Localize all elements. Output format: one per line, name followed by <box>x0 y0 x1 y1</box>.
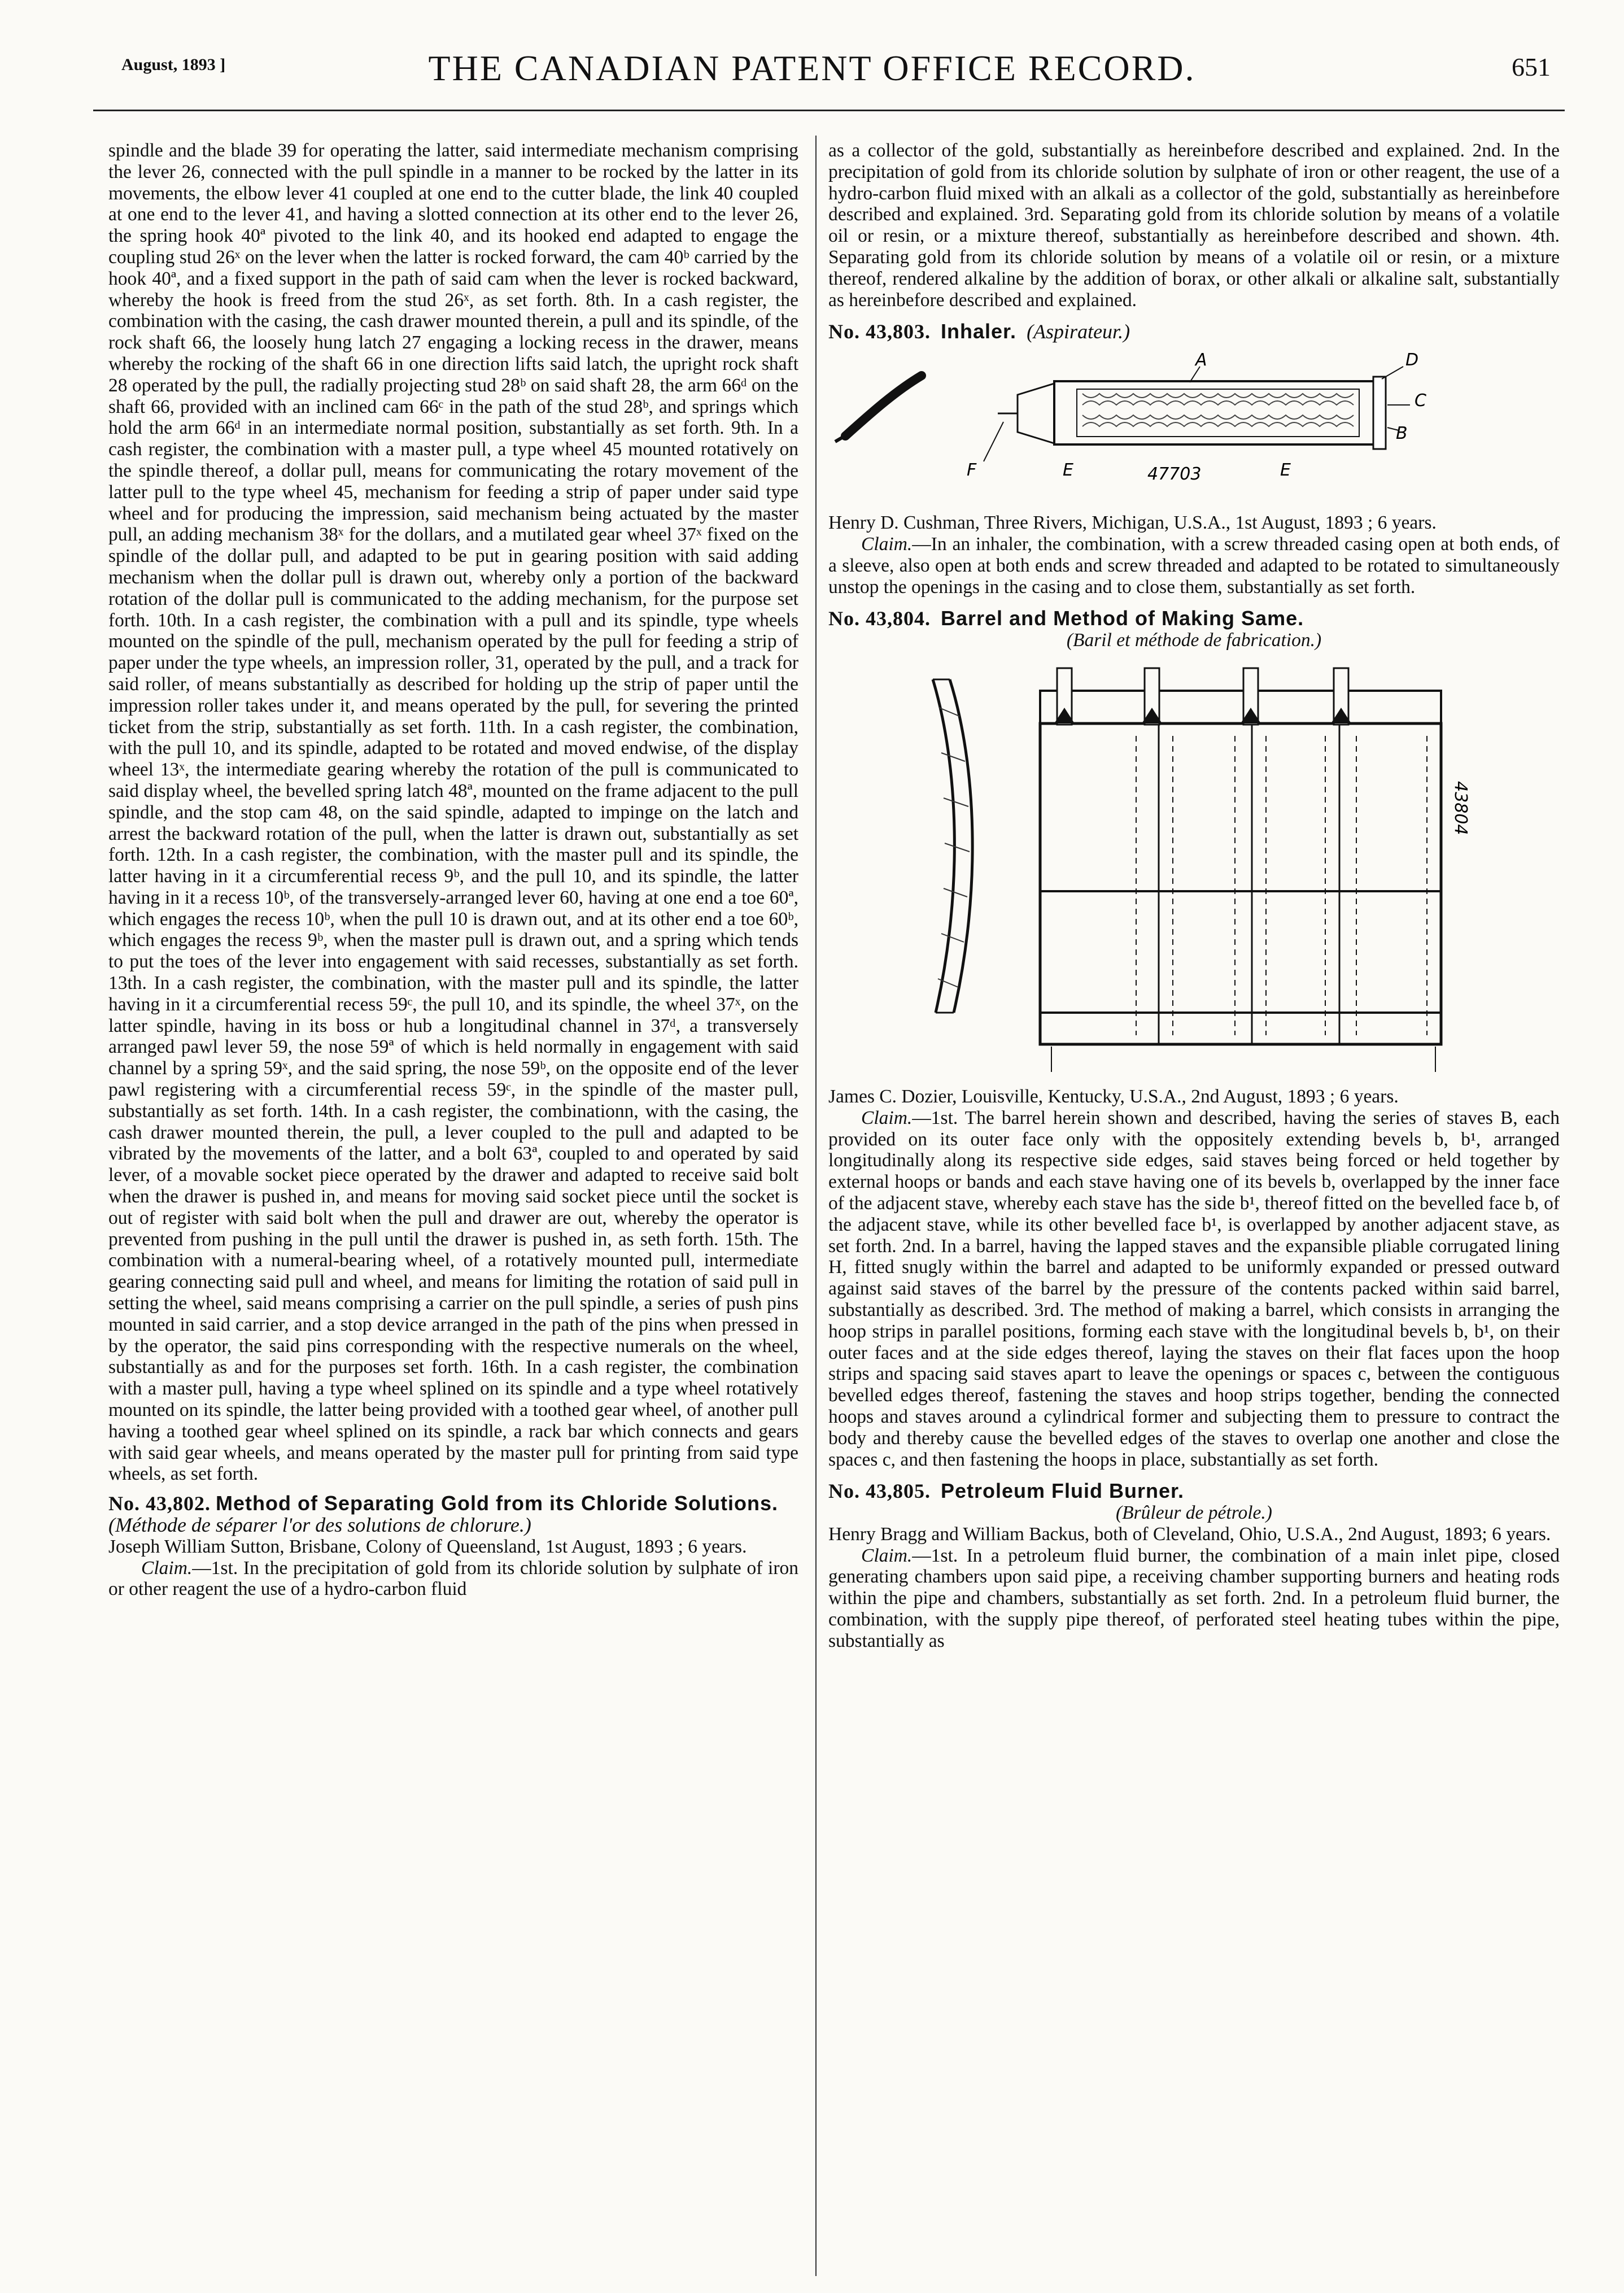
claim-text: —1st. In the precipitation of gold from its chloride solution by sulphate of iron or other reagent the use of a hydro-carbon fluid <box>108 1557 798 1600</box>
figure-label-b: B <box>1396 424 1408 444</box>
right-column <box>828 140 1560 1652</box>
barrel-figure-number: 43804 <box>1451 781 1470 835</box>
patent-number: No. 43,805. <box>828 1480 931 1503</box>
inhaler-figure <box>828 343 1560 512</box>
patent-43802-continued-text: as a collector of the gold, substantially as hereinbefore described and explained. 2nd. In the precipitation of gold from its chloride solution by sulphate of iron or other reagent, the use of a hydro-carbon fluid mixed with an alkali as a collector of the gold, substantially as hereinbefore described and explained. 3rd. Separating gold from its chloride solution by means of a volatile oil or resin, or a mixture thereof, substantially as hereinbefore described and shown. 4th. Separating gold from its chloride solution by means of a volatile oil or resin, or a mixture thereof, rendered alkaline by the addition of borax, or other alkali or alkaline salt, substantially as hereinbefore described and explained. <box>828 140 1560 311</box>
claim-label: Claim. <box>141 1557 193 1579</box>
patent-title: Method of Separating Gold from its Chloride Solutions. <box>216 1492 778 1515</box>
patent-inventor: Henry Bragg and William Backus, both of Cleveland, Ohio, U.S.A., 2nd August, 1893; 6 years. <box>828 1523 1551 1545</box>
journal-title: THE CANADIAN PATENT OFFICE RECORD. <box>428 48 1196 88</box>
barrel-figure <box>828 651 1560 1086</box>
patent-french-title: (Aspirateur.) <box>1027 320 1130 343</box>
figure-label-f: F <box>967 460 977 481</box>
barrel-drawing <box>828 651 1560 1086</box>
patent-french-title: (Brûleur de pétrole.) <box>1116 1502 1272 1524</box>
claim-label: Claim. <box>861 533 913 555</box>
patent-claim <box>108 1558 798 1601</box>
patent-title: Barrel and Method of Making Same. <box>941 607 1304 630</box>
patent-heading-43804 <box>828 608 1560 630</box>
header-rule <box>93 110 1565 111</box>
claim-label: Claim. <box>861 1545 913 1566</box>
figure-label-d: D <box>1405 350 1419 370</box>
patent-heading-43802 <box>108 1493 798 1536</box>
patent-french-title: (Baril et méthode de fabrication.) <box>1066 630 1322 651</box>
claim-text: —1st. The barrel herein shown and described, having the series of staves B, each provided on its outer face only with the oppositely extending bevels b, b¹, arranged longitudinally along its respective side edges, said staves being forced or held together by external hoops or bands and each stave having one of its bevels b, overlapped by the inner face of the adjacent stave, whereby each stave has the side b¹, thereof fitted on the bevelled face b, of the adjacent stave, while its other bevelled face b¹, is overlapped by another adjacent stave, as set forth. 2nd. In a barrel, having the lapped staves and the expansible pliable corrugated lining H, fitted snugly within the barrel and adapted to be uniformly expanded or pressed outward against said staves of the barrel by the pressure of the contents packed within said barrel, substantially as described. 3rd. The method of making a barrel, which consists in arranging the hoop strips in parallel positions, forming each stave with the longitudinal bevels b, b¹, on their outer faces and at the side edges thereof, laying the staves on their flat faces upon the hoop strips and spacing said staves apart to leave the openings or spaces c, between the contiguous bevelled edges thereof, fastening the staves and hoop strips together, bending the connected hoops and staves around a cylindrical former and subjecting them to pressure to contract the body and thereby cause the bevelled edges of the staves to overlap one another and close the spaces c, and then fastening the hoops in place, substantially as set forth. <box>828 1107 1560 1470</box>
patent-inventor: Henry D. Cushman, Three Rivers, Michigan, U.S.A., 1st August, 1893 ; 6 years. <box>828 512 1437 534</box>
patent-title: Petroleum Fluid Burner. <box>941 1479 1185 1503</box>
patent-number: No. 43,804. <box>828 607 931 630</box>
figure-label-c: C <box>1415 391 1426 411</box>
page-number: 651 <box>1512 53 1551 81</box>
claim-label: Claim. <box>861 1107 913 1128</box>
continued-claims-text: spindle and the blade 39 for operating the latter, said intermediate mechanism comprising the lever 26, connected with the pull spindle in a manner to be rocked by the latter in its movements, the elbow lever 41 coupled at one end to the cutter blade, the link 40 coupled at one end to the lever 41, and having a slotted connection at its other end to the lever 26, the spring hook 40ª pivoted to the link 40, and its hooked end adapted to engage the coupling stud 26ˣ on the lever when the latter is rocked forward, the cam 40ᵇ carried by the hook 40ª, and a fixed support in the path of said cam when the lever is rocked backward, whereby the hook is freed from the stud 26ˣ, as set forth. 8th. In a cash register, the combination with the casing, the cash drawer mounted therein, a pull and its spindle, of the rock shaft 66, the loosely hung latch 27 engaging a locking recess in the drawer, means whereby the rocking of the shaft 66 in one direction lifts said latch, the upright rock shaft 28 operated by the pull, the radially projecting stud 28ᵇ on said shaft 28, the arm 66ᵈ on the shaft 66, provided with an inclined cam 66ᶜ in the path of the stud 28ᵇ, and springs which hold the arm 66ᵈ in an intermediate normal position, substantially as set forth. 9th. In a cash register, the combination with a master pull, a type wheel 45 mounted rotatively on the spindle thereof, a dollar pull, means for communicating the rotary movement of the latter pull to the type wheel 45, mechanism for feeding a strip of paper under said type wheel and for producing the impression, said mechanism being actuated by the master pull, an adding mechanism 38ˣ for the dollars, and a mutilated gear wheel 37ˣ fixed on the spindle of the dollar pull, and adapted to be put in gearing position with said adding mechanism when the dollar pull is drawn out, whereby only a portion of the backward rotation of the dollar pull is communicated to the adding mechanism, for the purpose set forth. 10th. In a cash register, the combination with a pull and its spindle, type wheels mounted on the spindle of the pull, mechanism operated by the pull for feeding a strip of paper under the type wheels, an impression roller, 31, operated by the pull, and a track for said roller, of means substantially as described for holding up the strip of paper until the impression roller takes under it, and means operated by the pull, for severing the printed ticket from the strip, substantially as set forth. 11th. In a cash register, the combination, with the pull 10, and its spindle, adapted to be rotated and moved endwise, of the display wheel 13ˣ, the intermediate gearing whereby the rotation of the pull is communicated to said display wheel, the bevelled spring latch 48ª, mounted on the frame adjacent to the pull spindle, and the stop cam 48, on the said spindle, adapted to impinge on the latch and arrest the backward rotation of the pull, when the latter is drawn out, substantially as set forth. 12th. In a cash register, the combination, with the master pull and its spindle, the latter having in it a circumferential recess 9ᵇ, and the pull 10, and its spindle, the latter having in it a recess 10ᵇ, of the transversely-arranged lever 60, having at one end a toe 60ª, which engages the recess 10ᵇ, when the pull 10 is drawn out, and at its other end a toe 60ᵇ, which engages the recess 9ᵇ, when the master pull is drawn out, and a spring which tends to put the toes of the lever into engagement with said recesses, substantially as set forth. 13th. In a cash register, the combination, with the master pull and its spindle, the latter having in it a circumferential recess 59ᶜ, the pull 10, and its spindle, the wheel 37ˣ, on the latter spindle, having in its boss or hub a longitudinal channel in 37ᵈ, a transversely arranged pawl lever 59, the nose 59ª of which is held normally in engagement with said channel by a spring 59ˣ, and the said spring, the nose 59ᵇ, on the opposite end of the lever pawl registering with a circumferential recess 59ᶜ, in the spindle of the master pull, substantially as set forth. 14th. In a cash register, the combinationn, with the casing, the cash drawer mounted therein, the pull, a lever coupled to the pull and adapted to be vibrated by the movements of the latter, and a bolt 63ª, coupled to and operated by said lever, of a movable socket piece operated by the drawer and adapted to receive said bolt when the drawer is pushed in, and means for moving said socket piece until the socket is out of register with said bolt when the pull and drawer are out, whereby the operator is prevented from pushing in the pull until the drawer is pushed in, as seth forth. 15th. The combination with a numeral-bearing wheel, of a rotatively mounted pull, intermediate gearing connecting said pull and wheel, and means for limiting the rotation of said pull in setting the wheel, said means comprising a carrier on the pull spindle, a series of push pins mounted in said carrier, and a stop device arranged in the path of the pins when pressed in by the operator, the said pins corresponding with the respective numerals on the wheel, substantially as and for the purposes set forth. 16th. In a cash register, the combination with a master pull, having a type wheel splined on its spindle and a type wheel rotatively mounted on its spindle, the latter being provided with a toothed gear wheel, of another pull having a toothed gear wheel splined on its spindle, a rack bar which connects and gears with said gear wheels, and means operated by the master pull for printing from said type wheels, as set forth. <box>108 140 798 1485</box>
column-divider <box>815 136 817 2276</box>
figure-label-e-left: E <box>1063 460 1073 481</box>
figure-label-e-right: E <box>1280 460 1291 481</box>
figure-label-a: A <box>1195 350 1207 370</box>
issue-date: August, 1893 ] <box>121 55 226 74</box>
page-header <box>0 0 1624 141</box>
patent-inventor: Joseph William Sutton, Brisbane, Colony of Queensland, 1st August, 1893 ; 6 years. <box>108 1536 747 1557</box>
claim-text: —In an inhaler, the combination, with a screw threaded casing open at both ends, of a sleeve, also open at both ends and screw threaded and adapted to be rotated to simultaneously unstop the openings in the casing and to close them, substantially as set forth. <box>828 533 1560 598</box>
patent-claim <box>828 534 1560 598</box>
patent-heading-43803 <box>828 321 1560 343</box>
patent-number: No. 43,803. <box>828 320 931 343</box>
patent-inventor: James C. Dozier, Louisville, Kentucky, U.S.A., 2nd August, 1893 ; 6 years. <box>828 1086 1399 1107</box>
patent-french-title: (Méthode de séparer l'or des solutions de chlorure.) <box>108 1514 531 1536</box>
patent-number: No. 43,802. <box>108 1492 211 1515</box>
patent-claim <box>828 1108 1560 1471</box>
figure-number: 47703 <box>1147 464 1202 485</box>
patent-claim <box>828 1545 1560 1652</box>
patent-heading-43805 <box>828 1480 1560 1502</box>
patent-title: Inhaler. <box>941 320 1017 343</box>
left-column <box>108 140 798 1600</box>
claim-text: —1st. In a petroleum fluid burner, the combination of a main inlet pipe, closed generating chambers upon said pipe, a receiving chamber supporting burners and heating rods within the pipe and chambers, substantially as set forth. 2nd. In a petroleum fluid burner, the combination, with the supply pipe thereof, of perforated steel heating tubes within the pipe, substantially as <box>828 1545 1560 1651</box>
inhaler-drawing <box>828 343 1560 512</box>
